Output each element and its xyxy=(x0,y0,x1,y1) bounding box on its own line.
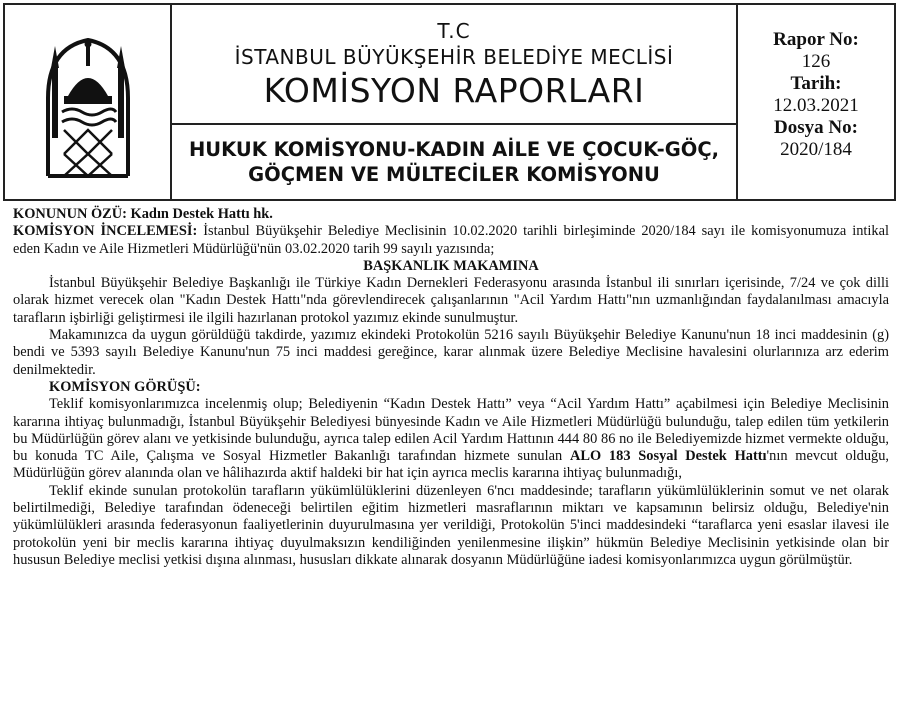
paragraph-2: Makamınızca da uygun görüldüğü takdirde, yazımız ekindeki Protokolün 5216 sayılı Büyükşehir Belediye Kanunu'nun 18 inci maddesinin (g) bendi ve 5393 sayılı Belediye Kanunu'nun 75 inci maddesi gereğince, karar alınmak üzere Belediye Meclisine havalesini olurlarınıza arz ederim denilmektedir. xyxy=(13,327,889,378)
subject-label: KONUNUN ÖZÜ: xyxy=(13,206,127,222)
report-body xyxy=(13,206,889,569)
paragraph-4: Teklif ekinde sunulan protokolün tarafların yükümlülüklerini düzenleyen 6'ncı maddesinde; tarafların yükümlülüklerinin somut ve net olarak belirtilmediği, Belediye tarafından ödeneceği belirtilen eğitim hizmetleri masraflarının miktarı ve kapsamının belirsiz olduğu, Belediye'nin yükümlülükleri arasında federasyonun faaliyetlerinin duyurulmasına yer verildiği, Protokolün 5'inci maddesindeki “taraflarca yeni esaslar ilavesi ile protokolün yeni bir meclis kararına ihtiyaç duyulmaksızın kendiliğinden yenilenmesine ilişkin” hükmün Belediye Meclisinin yetkisinde olan bir hususun Belediye meclisi yetkisi dışına alınması, hususları dikkate alınarak dosyanın Müdürlüğüne iadesi komisyonlarımızca uygun görülmüştür. xyxy=(13,482,889,568)
paragraph-3-end: 'nın mevcut olduğu, Müdürlüğün görev alanında olan ve hâlihazırda aktif haldeki bir hat için ayrıca meclis kararına ihtiyaç bulunmadığı, xyxy=(13,448,889,482)
ibb-emblem-icon xyxy=(42,26,134,178)
paragraph-1: İstanbul Büyükşehir Belediye Başkanlığı ile Türkiye Kadın Dernekleri Federasyonu arasında İstanbul ili sınırları içerisinde, 7/24 ve çok dilli olarak hizmet verecek olan "Kadın Destek Hattı"nda görevlendirecek çalışanlarının "Acil Yardım Hattı"nın uzmanlığından faydalanılması amacıyla tarafların işbirliği geliştirmesi ile ilgili hazırlanan protokol yazımız ekinde sunulmuştur. xyxy=(13,275,889,326)
date-label: Tarih: xyxy=(790,73,842,94)
logo-cell xyxy=(5,5,172,199)
report-header xyxy=(3,3,896,201)
opinion-heading: KOMİSYON GÖRÜŞÜ: xyxy=(49,378,201,395)
title-box xyxy=(172,5,736,125)
file-no-value: 2020/184 xyxy=(780,139,852,160)
date-value: 12.03.2021 xyxy=(773,95,859,116)
subject-text: Kadın Destek Hattı hk. xyxy=(130,206,273,222)
file-no-label: Dosya No: xyxy=(774,117,858,138)
paragraph-3 xyxy=(13,396,889,482)
report-no-label: Rapor No: xyxy=(773,29,859,50)
report-no-value: 126 xyxy=(801,51,831,72)
paragraph-3-bold: ALO 183 Sosyal Destek Hattı xyxy=(569,448,767,465)
commission-line-2: GÖÇMEN VE MÜLTECİLER KOMİSYONU xyxy=(248,163,660,186)
commission-box xyxy=(172,125,736,199)
report-meta xyxy=(736,5,894,199)
subject-line xyxy=(13,206,889,223)
commission-line-1: HUKUK KOMİSYONU-KADIN AİLE VE ÇOCUK-GÖÇ, xyxy=(188,138,720,161)
review-label: KOMİSYON İNCELEMESİ: xyxy=(13,223,198,240)
review-text: İstanbul Büyükşehir Belediye Meclisinin 10.02.2020 tarihli birleşiminde 2020/184 sayı ile komisyonumuza intikal eden Kadın ve Aile Hizmetleri Müdürlüğü'nün 03.02.2020 tarih 99 sayılı yazısında; xyxy=(13,223,889,257)
organization-name: İSTANBUL BÜYÜKŞEHİR BELEDİYE MECLİSİ xyxy=(234,45,674,69)
tc-label: T.C xyxy=(437,19,471,43)
document-type-title: KOMİSYON RAPORLARI xyxy=(263,71,645,110)
review-paragraph xyxy=(13,223,889,258)
presidency-heading: BAŞKANLIK MAKAMINA xyxy=(363,257,539,274)
title-cell xyxy=(172,5,736,199)
paragraph-3-start: Teklif komisyonlarımızca incelenmiş olup; Belediyenin “Kadın Destek Hattı” veya “Acil Yardım Hattı” açabilmesi için Belediye Meclisinin kararına ihtiyaç bulunmadığı, İstanbul Büyükşehir Belediyesi bünyesinde Kadın ve Aile Hizmetleri Müdürlüğü bulunduğu, talep edilen tüm yetkilerin bu Müdürlüğün görev alanı ve yetkisinde bulunduğu, ayrıca talep edilen Acil Yardım Hattının 444 80 86 no ile Belediyemizde hizmet vermekte olduğu, bu konuda TC Aile, Çalışma ve Sosyal Hizmetler Bakanlığı tarafından hizmete sunulan xyxy=(13,396,889,465)
